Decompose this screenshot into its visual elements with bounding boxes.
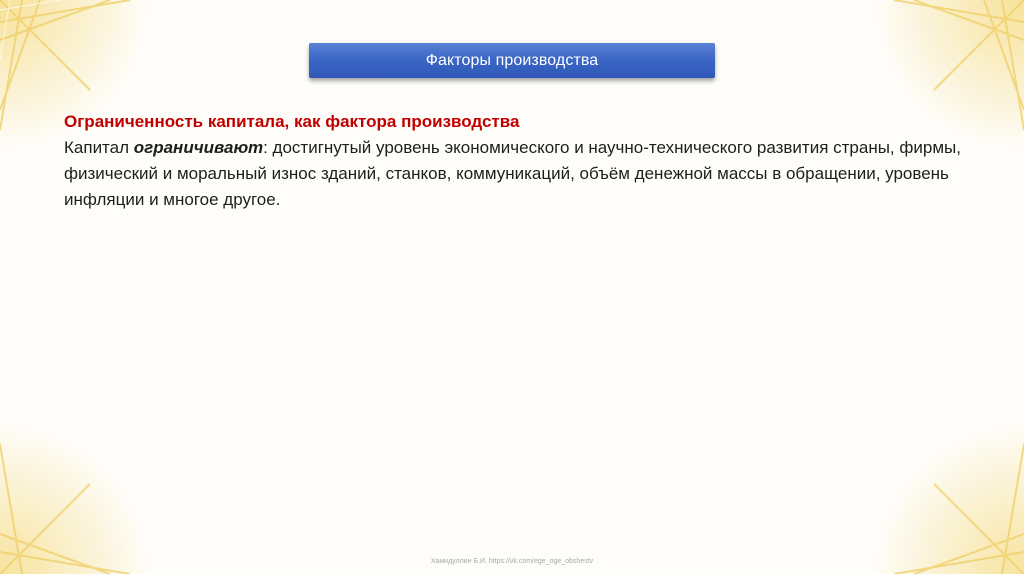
body-emphasis-text: ограничивают [133, 138, 264, 157]
corner-ornament-bottom-right-icon [874, 424, 1024, 574]
content-heading: Ограниченность капитала, как фактора производства [64, 112, 520, 131]
body-rest-text: : достигнутый уровень экономического и научно-технического развития страны, фирмы, физический и моральный износ зданий, станков, коммуникаций, объём денежной массы в обращении, уровень инфляции и многое другое. [64, 138, 961, 209]
body-lead-text: Капитал [64, 138, 134, 157]
footer-credit: Хамидуллин Б.И. https://vk.com/ege_oge_obshestv [430, 558, 594, 565]
slide-content [64, 109, 984, 213]
corner-ornament-bottom-left-icon [0, 424, 150, 574]
slide-title-bar [309, 43, 715, 78]
slide-title: Факторы производства [425, 51, 599, 69]
